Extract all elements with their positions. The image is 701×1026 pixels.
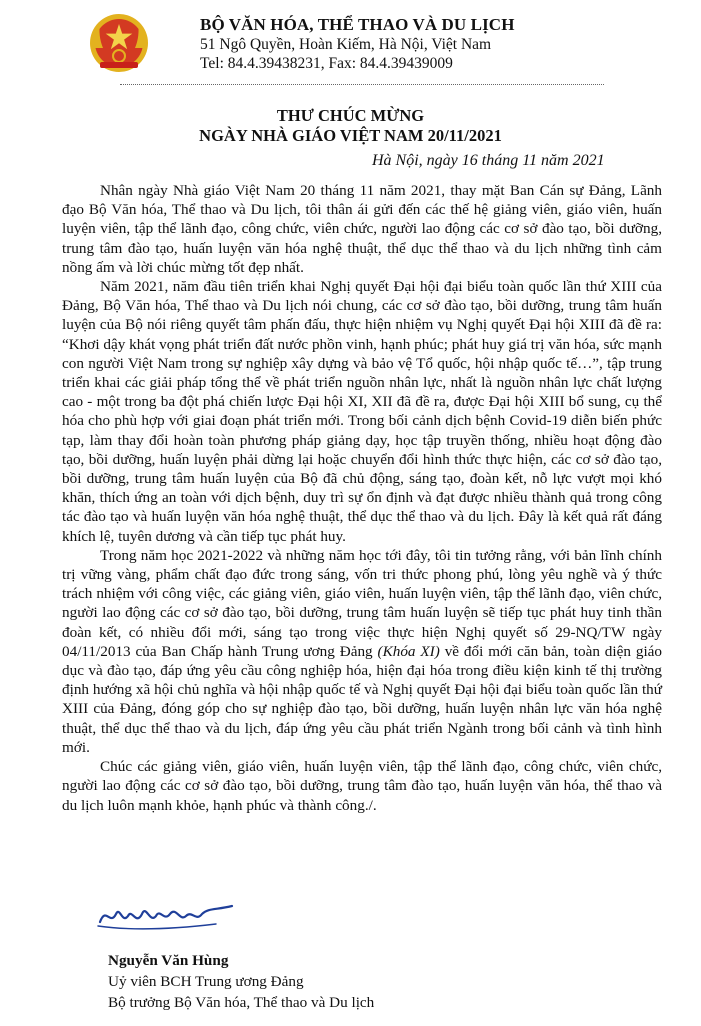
paragraph-3-text-end: về đổi mới căn bản, toàn diện giáo dục và đào tạo, đáp ứng yêu cầu công nghiệp hóa, hiện đại hóa trong điều kiện kinh tế thị trường định hướng xã hội chủ nghĩa và hội nhập quốc tế và Nghị quyết Đại hội đại biểu toàn quốc lần thứ XIII của Đảng, đóng góp cho sự nghiệp đào tạo, bồi dưỡng, huấn luyện nhân lực văn hóa nghệ thuật, thể dục thể thao và du lịch, đáp ứng yêu cầu phát triển Ngành trong bối cảnh và tình hình mới. (62, 642, 662, 756)
letter-subtitle: NGÀY NHÀ GIÁO VIỆT NAM 20/11/2021 (199, 126, 502, 145)
paragraph-3-italic: (Khóa XI) (377, 642, 440, 660)
letter-title: THƯ CHÚC MỪNG (276, 106, 425, 125)
paragraph-4: Chúc các giảng viên, giáo viên, huấn luyện viên, tập thể lãnh đạo, công chức, viên chức, người lao động các cơ sở đào tạo, bồi dưỡng, trung tâm đào tạo, huấn luyện văn hóa, thể thao và du lịch luôn mạnh khỏe, hạnh phúc và thành công./. (62, 758, 662, 814)
organization-address: 51 Ngô Quyền, Hoàn Kiếm, Hà Nội, Việt Nam (200, 36, 492, 53)
paragraph-1: Nhân ngày Nhà giáo Việt Nam 20 tháng 11 năm 2021, thay mặt Ban Cán sự Đảng, Lãnh đạo Bộ Văn hóa, Thể thao và Du lịch, tôi thân ái gửi đến các thế hệ giảng viên, giáo viên, huấn luyện viên, tập thể lãnh đạo, công chức, viên chức, người lao động các cơ sở đào tạo, bồi dưỡng, trung tâm đào tạo, huấn luyện văn hóa nghệ thuật, thể dục thể thao và du lịch những tình cảm nồng ấm và lời chúc mừng tốt đẹp nhất. (62, 182, 662, 276)
signer-position-1: Uỷ viên BCH Trung ương Đảng (108, 973, 304, 990)
header-divider (120, 84, 604, 85)
letter-body (62, 181, 662, 815)
letterhead (200, 14, 620, 73)
paragraph-2: Năm 2021, năm đầu tiên triển khai Nghị quyết Đại hội đại biểu toàn quốc lần thứ XIII của Đảng, Bộ Văn hóa, Thể thao và Du lịch nói chung, các cơ sở đào tạo, bồi dưỡng, trung tâm huấn luyện của Bộ nói riêng quyết tâm phấn đấu, thực hiện nhiệm vụ Nghị quyết Đại hội XIII đã đề ra: “Khơi dậy khát vọng phát triển đất nước phồn vinh, hạnh phúc; phát huy giá trị văn hóa, sức mạnh con người Việt Nam trong sự nghiệp xây dựng và bảo vệ Tổ quốc, hội nhập quốc tế…”, tập trung triển khai các giải pháp tổng thể về phát triển nguồn nhân lực, nhất là nguồn nhân lực chất lượng cao - một trong ba đột phá chiến lược Đại hội XI, XII đã đề ra, được Đại hội XIII bổ sung, cụ thể hóa cho phù hợp với giai đoạn phát triển mới. Trong bối cảnh dịch bệnh Covid-19 diễn biến phức tạp, làm thay đổi hoàn toàn phương pháp giảng dạy, học tập truyền thống, nhiều hoạt động đào tạo, bồi dưỡng, huấn luyện phải dừng lại hoặc chuyển đổi hình thức thực hiện, các cơ sở đào tạo, bồi dưỡng, trung tâm huấn luyện của Bộ đã chủ động, sáng tạo, đoàn kết, nỗ lực vượt mọi khó khăn, thích ứng an toàn với dịch bệnh, duy trì sự ổn định và đạt được nhiều thành quả trong công tác đào tạo và huấn luyện văn hóa nghệ thuật, thể dục thể thao và du lịch. Đây là kết quả rất đáng khích lệ, tuyên dương và cần tiếp tục phát huy. (62, 278, 662, 545)
paragraph-3 (62, 546, 662, 757)
letter-date: Hà Nội, ngày 16 tháng 11 năm 2021 (372, 152, 605, 169)
organization-name: BỘ VĂN HÓA, THỂ THAO VÀ DU LỊCH (200, 15, 515, 34)
signer-position-2: Bộ trưởng Bộ Văn hóa, Thể thao và Du lịch (108, 994, 375, 1011)
organization-contact: Tel: 84.4.39438231, Fax: 84.4.39439009 (200, 55, 453, 72)
handwritten-signature (96, 896, 236, 936)
signer-name: Nguyễn Văn Hùng (108, 952, 229, 969)
signer-block (108, 950, 374, 1013)
national-emblem-icon (88, 12, 150, 74)
paragraph-3-text: Trong năm học 2021-2022 và những năm học tới đây, tôi tin tưởng rằng, với bản lĩnh chính trị vững vàng, phẩm chất đạo đức trong sáng, vốn tri thức phong phú, lòng yêu nghề và ý thức trách nhiệm với công việc, các giảng viên, giáo viên, huấn luyện viên, tập thể lãnh đạo, viên chức, người lao động các cơ sở đào tạo, bồi dưỡng, trung tâm huấn luyện sẽ tiếp tục phát huy tinh thần đoàn kết, có nhiều đổi mới, sáng tạo trong việc thực hiện Nghị quyết số 29-NQ/TW ngày 04/11/2013 của Ban Chấp hành Trung ương Đảng (62, 546, 662, 660)
